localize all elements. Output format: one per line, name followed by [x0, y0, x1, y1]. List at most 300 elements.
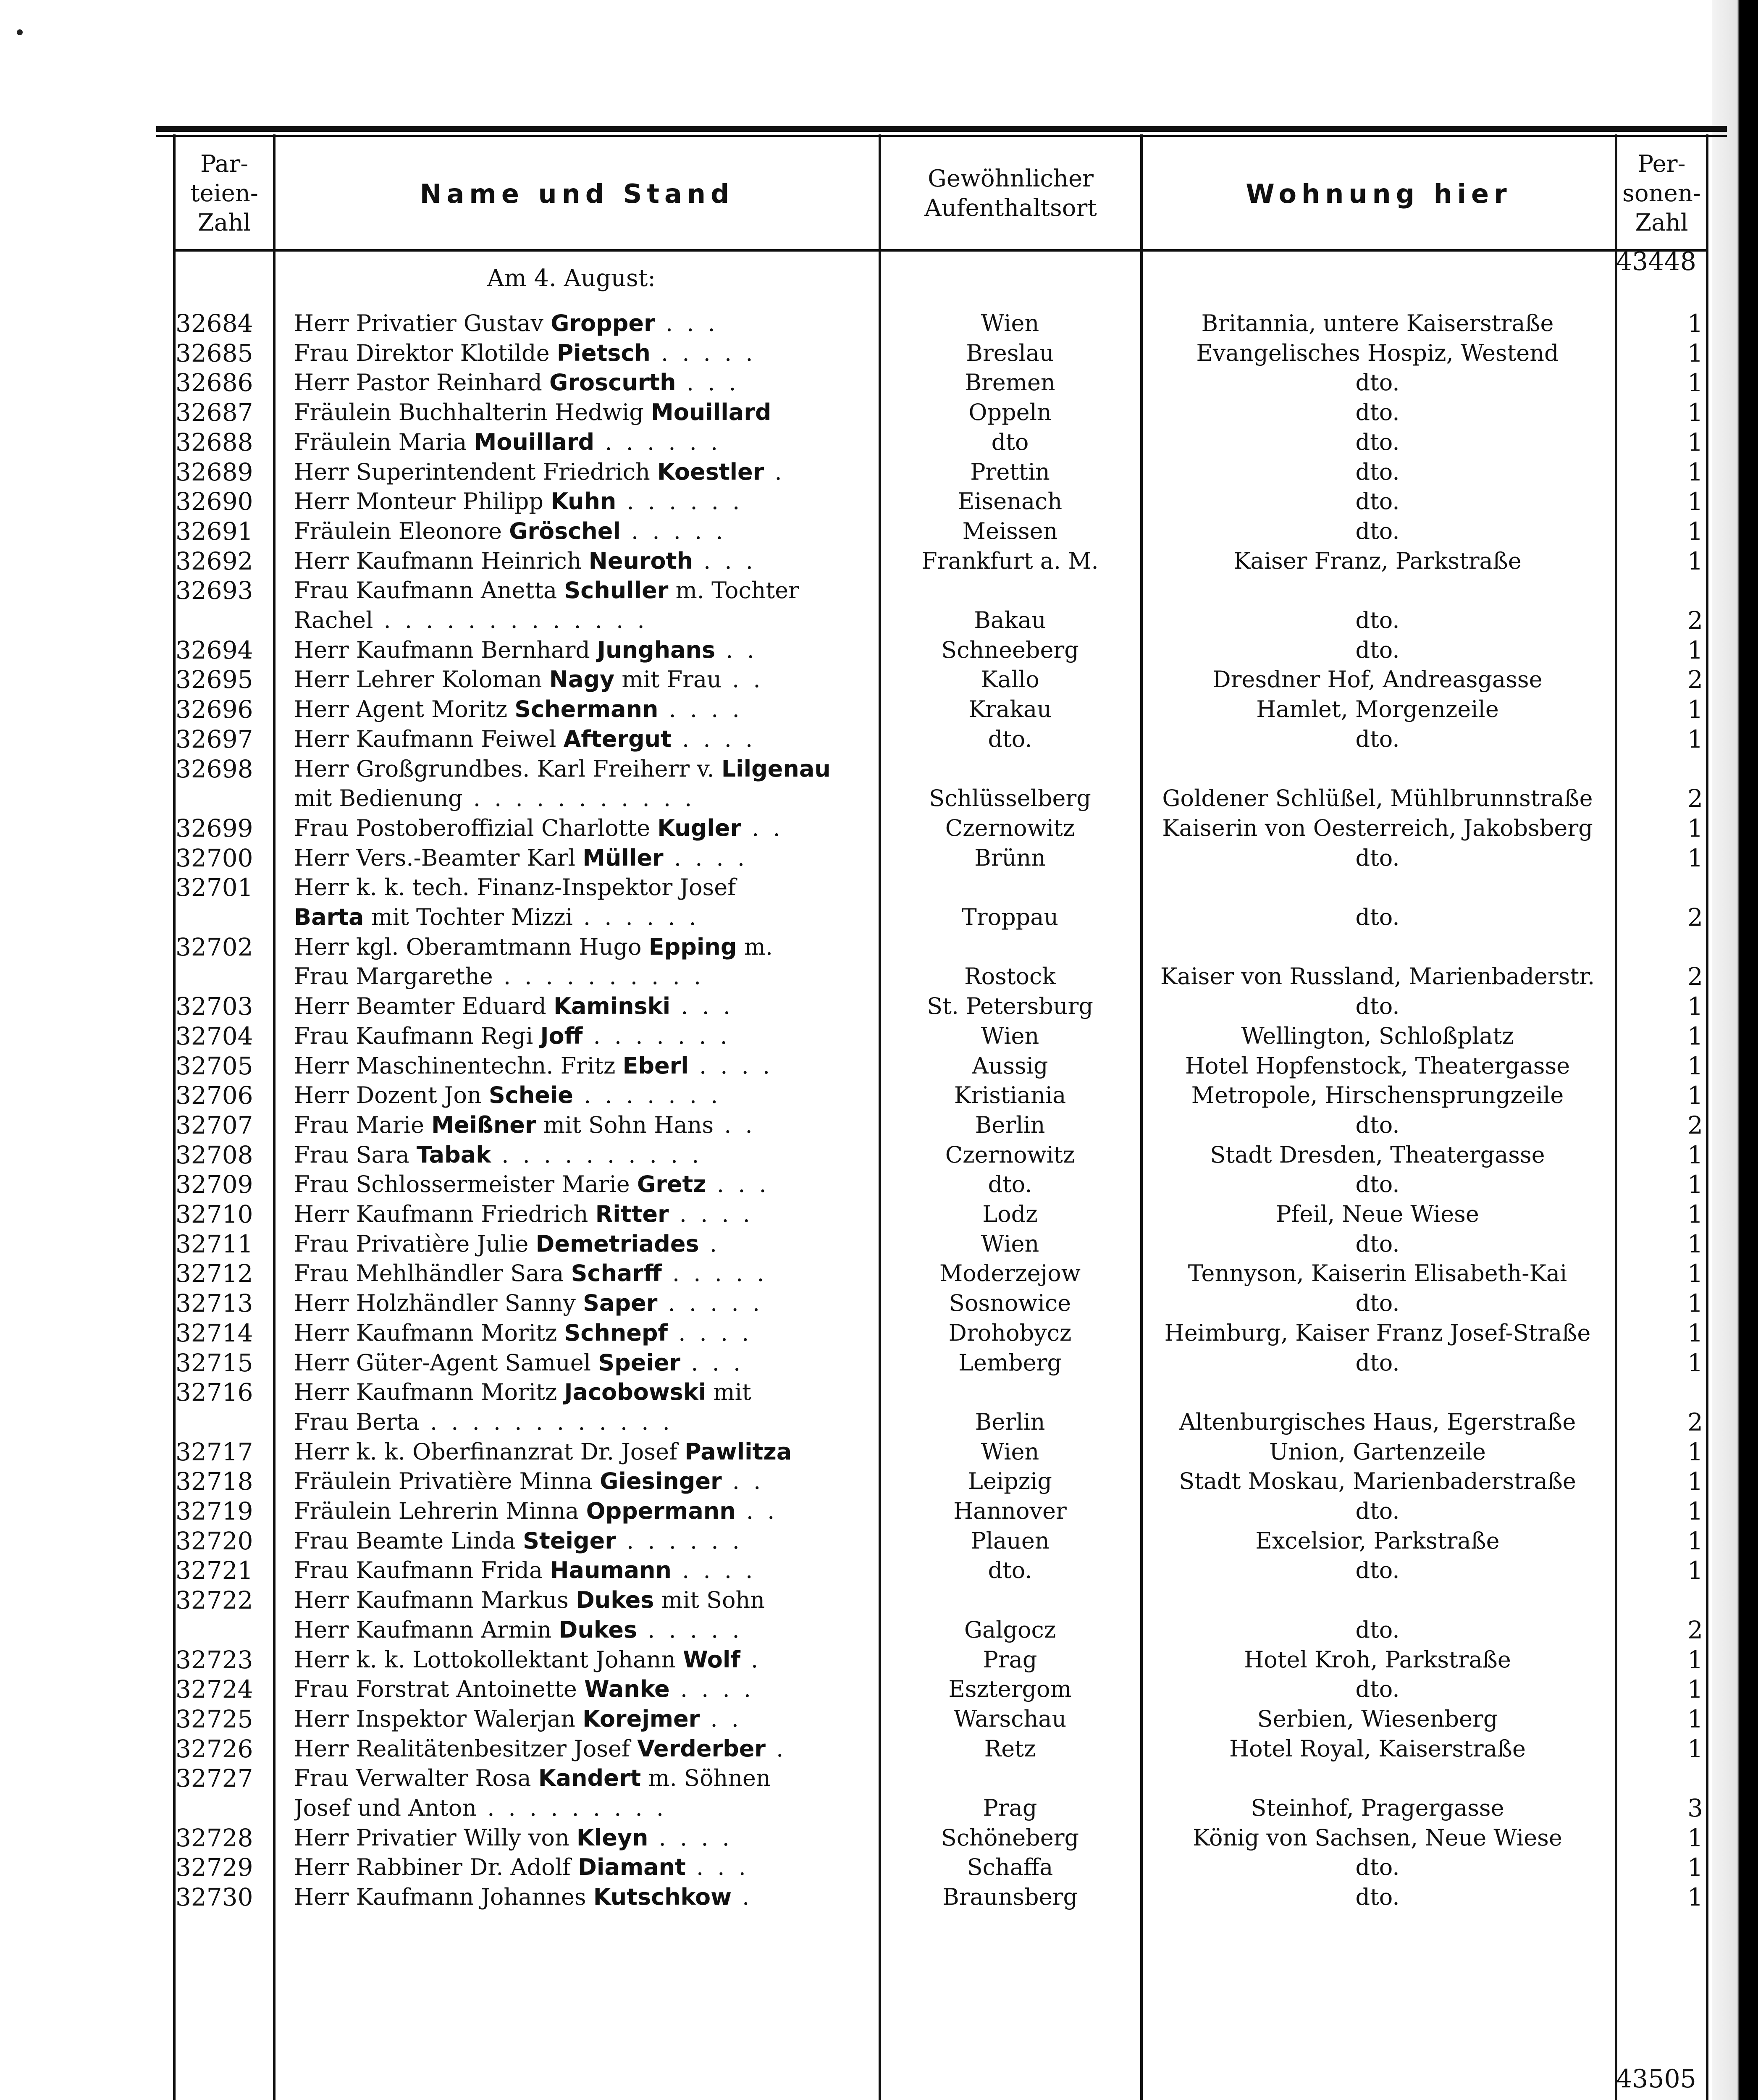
- party-number: 32729: [176, 1853, 253, 1882]
- leader-dots: . . . . . .: [616, 1527, 743, 1554]
- name-suffix: m. Söhnen: [641, 1765, 771, 1792]
- usual-residence: Eisenach: [958, 488, 1063, 515]
- leader-dots: . .: [715, 636, 758, 663]
- table-row: [0, 1081, 1758, 1110]
- person-count: 1: [1687, 1704, 1703, 1733]
- person-count: 1: [1687, 1081, 1703, 1110]
- surname: Wanke: [584, 1676, 670, 1703]
- table-row: [0, 1259, 1758, 1288]
- lodging-address: König von Sachsen, Neue Wiese: [1193, 1824, 1562, 1851]
- leader-dots: . . .: [685, 1854, 749, 1881]
- party-number: 32695: [176, 665, 253, 694]
- table-row: [0, 1615, 1758, 1645]
- table-row: [0, 1437, 1758, 1467]
- table-row: [0, 1318, 1758, 1348]
- name-prefix: Herr Superintendent Friedrich: [294, 458, 657, 485]
- party-number: 32701: [176, 873, 253, 902]
- name-prefix: Frau Sara: [294, 1141, 417, 1168]
- name-prefix: Herr Rabbiner Dr. Adolf: [294, 1854, 578, 1881]
- table-row: [0, 1378, 1758, 1407]
- person-count: 1: [1687, 339, 1703, 368]
- name-and-status: [294, 368, 874, 397]
- party-number: 32708: [176, 1140, 253, 1169]
- person-count: 1: [1687, 457, 1703, 486]
- lodging-address: dto.: [1355, 607, 1400, 633]
- surname: Koestler: [657, 458, 764, 485]
- person-count: 3: [1687, 1794, 1703, 1822]
- lodging-address: Britannia, untere Kaiserstraße: [1201, 310, 1554, 336]
- surname: Steiger: [523, 1527, 616, 1554]
- name-and-status: [294, 1407, 874, 1437]
- person-count: 1: [1687, 428, 1703, 457]
- lodging-address: Goldener Schlüßel, Mühlbrunnstraße: [1162, 785, 1593, 812]
- usual-residence: Prettin: [970, 458, 1050, 485]
- surname: Pawlitza: [685, 1438, 792, 1465]
- name-prefix: Herr Realitätenbesitzer Josef: [294, 1735, 638, 1762]
- person-count: 1: [1687, 1437, 1703, 1466]
- surname: Groscurth: [549, 369, 676, 396]
- person-count: 1: [1687, 695, 1703, 724]
- surname: Meißner: [431, 1111, 536, 1138]
- name-and-status: [294, 1170, 874, 1199]
- surname: Gropper: [551, 310, 655, 336]
- usual-residence: St. Petersburg: [927, 993, 1093, 1020]
- table-row: [0, 635, 1758, 665]
- table-row: [0, 1200, 1758, 1229]
- header-lodging: Wohnung hier: [1246, 178, 1512, 209]
- name-and-status: [294, 665, 874, 694]
- leader-dots: . . . . .: [637, 1616, 743, 1643]
- name-and-status: [294, 517, 874, 546]
- party-number: 32716: [176, 1378, 253, 1407]
- usual-residence: Wien: [981, 1230, 1039, 1257]
- name-and-status: [294, 1140, 874, 1170]
- leader-dots: .: [699, 1230, 720, 1257]
- lodging-address: dto.: [1355, 1290, 1400, 1317]
- leader-dots: .: [732, 1884, 753, 1911]
- header-name-and-status: Name und Stand: [420, 178, 735, 209]
- leader-dots: . . . . .: [620, 517, 727, 544]
- name-and-status: [294, 724, 874, 754]
- name-prefix: Herr Kaufmann Heinrich: [294, 547, 589, 574]
- table-row: [0, 992, 1758, 1021]
- party-number: 32714: [176, 1318, 253, 1347]
- table-row: [0, 1348, 1758, 1378]
- person-count: 1: [1687, 1526, 1703, 1555]
- person-count: 1: [1687, 1229, 1703, 1258]
- name-prefix: Herr k. k. Oberfinanzrat Dr. Josef: [294, 1438, 685, 1465]
- name-and-status: [294, 1882, 874, 1912]
- party-number: 32698: [176, 754, 253, 783]
- name-suffix: mit Frau: [614, 666, 722, 693]
- name-suffix: mit Sohn: [654, 1587, 765, 1614]
- name-and-status: [294, 339, 874, 368]
- party-number: 32705: [176, 1051, 253, 1080]
- person-count: 1: [1687, 1318, 1703, 1347]
- lodging-address: Serbien, Wiesenberg: [1257, 1705, 1498, 1732]
- table-row: [0, 546, 1758, 576]
- usual-residence: Prag: [983, 1795, 1037, 1821]
- person-count: 1: [1687, 546, 1703, 575]
- usual-residence: Krakau: [968, 696, 1052, 723]
- table-row: [0, 695, 1758, 724]
- name-and-status: [294, 428, 874, 457]
- name-prefix: Herr k. k. tech. Finanz-Inspektor Josef: [294, 874, 736, 901]
- usual-residence: dto.: [988, 1557, 1032, 1584]
- surname: Scharff: [571, 1260, 662, 1287]
- leader-dots: . . . . . . . . . . . . .: [373, 607, 648, 633]
- leader-dots: . . .: [676, 369, 740, 396]
- lodging-address: Altenburgisches Haus, Egerstraße: [1179, 1408, 1576, 1435]
- surname: Gröschel: [509, 517, 621, 544]
- usual-residence: Meissen: [962, 517, 1058, 544]
- leader-dots: . . . .: [688, 1052, 774, 1079]
- name-prefix: Frau Schlossermeister Marie: [294, 1171, 637, 1198]
- party-number: 32710: [176, 1200, 253, 1228]
- usual-residence: Lemberg: [958, 1349, 1062, 1376]
- table-row: [0, 339, 1758, 368]
- leader-dots: . . . . .: [650, 339, 756, 366]
- usual-residence: Berlin: [975, 1111, 1045, 1138]
- lodging-address: dto.: [1355, 1171, 1400, 1198]
- lodging-address: Kaiser Franz, Parkstraße: [1233, 547, 1522, 574]
- lodging-address: dto.: [1355, 904, 1400, 930]
- surname: Lilgenau: [721, 755, 831, 782]
- table-row: [0, 903, 1758, 932]
- name-and-status: [294, 1467, 874, 1496]
- carry-over-bottom: 43505: [1616, 2064, 1696, 2094]
- leader-dots: .: [764, 458, 785, 485]
- name-prefix: Herr Kaufmann Johannes: [294, 1884, 593, 1911]
- date-heading: Am 4. August:: [487, 265, 656, 292]
- name-and-status: [294, 457, 874, 487]
- surname: Diamant: [578, 1854, 686, 1881]
- lodging-address: Kaiser von Russland, Marienbaderstr.: [1160, 963, 1595, 990]
- surname: Schnepf: [564, 1319, 668, 1346]
- leader-dots: . . . . .: [657, 1290, 764, 1317]
- table-row: [0, 1021, 1758, 1051]
- table-row: [0, 517, 1758, 546]
- table-row: [0, 1467, 1758, 1496]
- table-row: [0, 1704, 1758, 1734]
- party-number: 32684: [176, 309, 253, 338]
- name-prefix: Herr Dozent Jon: [294, 1082, 489, 1109]
- table-row: [0, 576, 1758, 605]
- usual-residence: Breslau: [966, 339, 1054, 366]
- surname: Joff: [540, 1022, 583, 1049]
- leader-dots: . . . .: [648, 1824, 733, 1851]
- usual-residence: Esztergom: [948, 1676, 1072, 1703]
- surname: Mouillard: [474, 428, 595, 455]
- surname: Neuroth: [588, 547, 693, 574]
- party-number: 32728: [176, 1823, 253, 1852]
- table-row: [0, 1496, 1758, 1526]
- name-prefix: Fräulein Privatière Minna: [294, 1468, 600, 1495]
- surname: Demetriades: [535, 1230, 699, 1257]
- person-count: 1: [1687, 814, 1703, 843]
- name-and-status: [294, 1615, 874, 1645]
- person-count: 1: [1687, 1051, 1703, 1080]
- header-person-count: Per- sonen- Zahl: [1622, 150, 1701, 236]
- table-row: [0, 814, 1758, 843]
- party-number: 32697: [176, 724, 253, 753]
- person-count: 2: [1687, 665, 1703, 694]
- surname: Jacobowski: [564, 1379, 706, 1406]
- party-number: 32691: [176, 517, 253, 546]
- person-count: 1: [1687, 1289, 1703, 1318]
- leader-dots: . . .: [655, 310, 719, 336]
- party-number: 32719: [176, 1497, 253, 1525]
- name-prefix: Frau Marie: [294, 1111, 432, 1138]
- lodging-address: dto.: [1355, 1498, 1400, 1524]
- lodging-address: Evangelisches Hospiz, Westend: [1196, 339, 1559, 366]
- lodging-address: Excelsior, Parkstraße: [1255, 1527, 1500, 1554]
- lodging-address: dto.: [1355, 1676, 1400, 1703]
- party-number: 32727: [176, 1764, 253, 1793]
- name-prefix: Herr Beamter Eduard: [294, 993, 554, 1020]
- surname: Schermann: [514, 696, 659, 723]
- name-and-status: [294, 1051, 874, 1081]
- name-prefix: Herr Privatier Gustav: [294, 310, 551, 336]
- name-and-status: [294, 546, 874, 576]
- name-prefix: Frau Margarethe: [294, 963, 493, 990]
- name-prefix: mit Bedienung: [294, 785, 463, 812]
- leader-dots: . . . . . . .: [573, 1082, 722, 1109]
- leader-dots: . . .: [680, 1349, 744, 1376]
- lodging-address: Stadt Moskau, Marienbaderstraße: [1179, 1468, 1576, 1495]
- name-prefix: Frau Direktor Klotilde: [294, 339, 557, 366]
- surname: Nagy: [549, 666, 615, 693]
- leader-dots: . .: [714, 1111, 756, 1138]
- leader-dots: .: [766, 1735, 787, 1762]
- party-number: 32717: [176, 1437, 253, 1466]
- table-row: [0, 1793, 1758, 1823]
- name-prefix: Rachel: [294, 607, 373, 633]
- usual-residence: Wien: [981, 1438, 1039, 1465]
- person-count: 2: [1687, 1407, 1703, 1436]
- person-count: 1: [1687, 1259, 1703, 1288]
- party-number: 32718: [176, 1467, 253, 1496]
- leader-dots: . . . . . . . . . .: [493, 963, 704, 990]
- name-prefix: Herr Holzhändler Sanny: [294, 1290, 583, 1317]
- leader-dots: . . . .: [669, 1676, 754, 1703]
- surname: Saper: [583, 1290, 658, 1317]
- name-and-status: [294, 1764, 874, 1793]
- table-row: [0, 1764, 1758, 1793]
- lodging-address: Hotel Royal, Kaiserstraße: [1229, 1735, 1526, 1762]
- party-number: 32690: [176, 487, 253, 516]
- surname: Scheie: [488, 1082, 573, 1109]
- table-row: [0, 1882, 1758, 1912]
- leader-dots: . . . . . .: [572, 904, 700, 930]
- usual-residence: Bremen: [965, 369, 1055, 396]
- surname: Müller: [583, 844, 664, 871]
- usual-residence: dto.: [988, 725, 1032, 752]
- name-suffix: mit Sohn Hans: [536, 1111, 714, 1138]
- name-and-status: [294, 1200, 874, 1229]
- name-prefix: Herr Kaufmann Friedrich: [294, 1201, 596, 1227]
- party-number: 32699: [176, 814, 253, 843]
- table-row: [0, 1170, 1758, 1199]
- leader-dots: . . . .: [663, 844, 748, 871]
- table-row: [0, 487, 1758, 516]
- surname: Schuller: [564, 577, 669, 604]
- name-and-status: [294, 873, 874, 902]
- name-and-status: [294, 1526, 874, 1556]
- usual-residence: Moderzejow: [939, 1260, 1081, 1287]
- lodging-address: dto.: [1355, 1557, 1400, 1584]
- usual-residence: Retz: [984, 1735, 1036, 1762]
- name-prefix: Herr Agent Moritz: [294, 696, 515, 723]
- surname: Kuhn: [551, 488, 617, 515]
- party-number: 32689: [176, 457, 253, 486]
- table-row: [0, 1556, 1758, 1585]
- surname: Kandert: [538, 1765, 641, 1792]
- lodging-address: Pfeil, Neue Wiese: [1276, 1201, 1479, 1227]
- person-count: 1: [1687, 843, 1703, 872]
- name-prefix: Herr Pastor Reinhard: [294, 369, 550, 396]
- name-and-status: [294, 962, 874, 991]
- name-and-status: [294, 1793, 874, 1823]
- table-row: [0, 368, 1758, 397]
- person-count: 1: [1687, 1170, 1703, 1199]
- party-number: 32715: [176, 1348, 253, 1377]
- name-and-status: [294, 309, 874, 338]
- person-count: 2: [1687, 1110, 1703, 1139]
- surname: Giesinger: [600, 1468, 722, 1495]
- usual-residence: Wien: [981, 1022, 1039, 1049]
- leader-dots: . . . .: [671, 725, 756, 752]
- party-number: 32700: [176, 843, 253, 872]
- party-number: 32721: [176, 1556, 253, 1585]
- table-row: [0, 1407, 1758, 1437]
- leader-dots: . .: [700, 1705, 742, 1732]
- surname: Kleyn: [576, 1824, 648, 1851]
- usual-residence: Wien: [981, 310, 1039, 336]
- usual-residence: Rostock: [964, 963, 1056, 990]
- lodging-address: Tennyson, Kaiserin Elisabeth-Kai: [1188, 1260, 1567, 1287]
- usual-residence: Galgocz: [964, 1616, 1056, 1643]
- surname: Tabak: [416, 1141, 491, 1168]
- table-row: [0, 398, 1758, 427]
- party-number: 32707: [176, 1110, 253, 1139]
- name-prefix: Herr kgl. Oberamtmann Hugo: [294, 933, 649, 960]
- party-number: 32712: [176, 1259, 253, 1288]
- name-prefix: Frau Verwalter Rosa: [294, 1765, 538, 1792]
- person-count: 1: [1687, 1200, 1703, 1228]
- table-row: [0, 1051, 1758, 1081]
- name-and-status: [294, 1645, 874, 1675]
- usual-residence: Brünn: [974, 844, 1046, 871]
- name-prefix: Frau Postoberoffizial Charlotte: [294, 814, 658, 841]
- name-prefix: Herr Kaufmann Moritz: [294, 1319, 564, 1346]
- surname: Dukes: [575, 1587, 654, 1614]
- usual-residence: Leipzig: [968, 1468, 1052, 1495]
- name-suffix: m.: [737, 933, 773, 960]
- surname: Barta: [294, 904, 364, 930]
- name-suffix: mit: [706, 1379, 751, 1406]
- table-row: [0, 962, 1758, 991]
- usual-residence: Sosnowice: [949, 1290, 1071, 1317]
- name-and-status: [294, 1853, 874, 1882]
- table-row: [0, 606, 1758, 635]
- name-and-status: [294, 932, 874, 962]
- surname: Speier: [598, 1349, 681, 1376]
- usual-residence: Schöneberg: [941, 1824, 1079, 1851]
- name-and-status: [294, 1823, 874, 1853]
- surname: Pietsch: [556, 339, 651, 366]
- usual-residence: Schlüsselberg: [929, 785, 1091, 812]
- table-row: [0, 1675, 1758, 1704]
- table-row: [0, 309, 1758, 338]
- name-and-status: [294, 1348, 874, 1378]
- party-number: 32687: [176, 398, 253, 427]
- table-row: [0, 724, 1758, 754]
- table-row: [0, 1823, 1758, 1853]
- name-prefix: Herr Monteur Philipp: [294, 488, 551, 515]
- name-suffix: m. Tochter: [668, 577, 799, 604]
- leader-dots: . . .: [670, 993, 734, 1020]
- leader-dots: . . . . . . . . . . . .: [419, 1408, 673, 1435]
- leader-dots: . . . .: [658, 696, 743, 723]
- lodging-address: dto.: [1355, 1616, 1400, 1643]
- name-and-status: [294, 843, 874, 873]
- usual-residence: Schaffa: [967, 1854, 1053, 1881]
- name-prefix: Herr Vers.-Beamter Karl: [294, 844, 583, 871]
- table-row: [0, 1289, 1758, 1318]
- lodging-address: dto.: [1355, 1884, 1400, 1911]
- name-and-status: [294, 903, 874, 932]
- name-prefix: Josef und Anton: [294, 1795, 477, 1821]
- lodging-address: dto.: [1355, 1349, 1400, 1376]
- surname: Gretz: [637, 1171, 706, 1198]
- person-count: 1: [1687, 1348, 1703, 1377]
- person-count: 1: [1687, 1467, 1703, 1496]
- party-number: 32696: [176, 695, 253, 724]
- lodging-address: Kaiserin von Oesterreich, Jakobsberg: [1162, 814, 1593, 841]
- usual-residence: Schneeberg: [941, 636, 1079, 663]
- lodging-address: dto.: [1355, 517, 1400, 544]
- surname: Verderber: [637, 1735, 766, 1762]
- person-count: 1: [1687, 1021, 1703, 1050]
- surname: Eberl: [622, 1052, 689, 1079]
- surname: Wolf: [683, 1646, 740, 1673]
- person-count: 2: [1687, 606, 1703, 635]
- person-count: 1: [1687, 517, 1703, 546]
- surname: Ritter: [595, 1201, 669, 1227]
- party-number: 32704: [176, 1021, 253, 1050]
- name-prefix: Frau Privatière Julie: [294, 1230, 536, 1257]
- party-number: 32726: [176, 1734, 253, 1763]
- person-count: 1: [1687, 992, 1703, 1021]
- name-and-status: [294, 1110, 874, 1140]
- table-row: [0, 1526, 1758, 1556]
- leader-dots: . . . .: [668, 1319, 753, 1346]
- header-party-number: Par- teien- Zahl: [190, 150, 258, 236]
- surname: Haumann: [550, 1557, 672, 1584]
- name-prefix: Herr Lehrer Koloman: [294, 666, 549, 693]
- name-and-status: [294, 1496, 874, 1526]
- leader-dots: . . .: [693, 547, 756, 574]
- name-and-status: [294, 1734, 874, 1764]
- party-number: 32711: [176, 1229, 253, 1258]
- table-row: [0, 457, 1758, 487]
- surname: Epping: [648, 933, 737, 960]
- name-prefix: Frau Berta: [294, 1408, 420, 1435]
- lodging-address: Steinhof, Pragergasse: [1251, 1795, 1504, 1821]
- lodging-address: Hamlet, Morgenzeile: [1256, 696, 1499, 723]
- name-prefix: Herr Kaufmann Bernhard: [294, 636, 598, 663]
